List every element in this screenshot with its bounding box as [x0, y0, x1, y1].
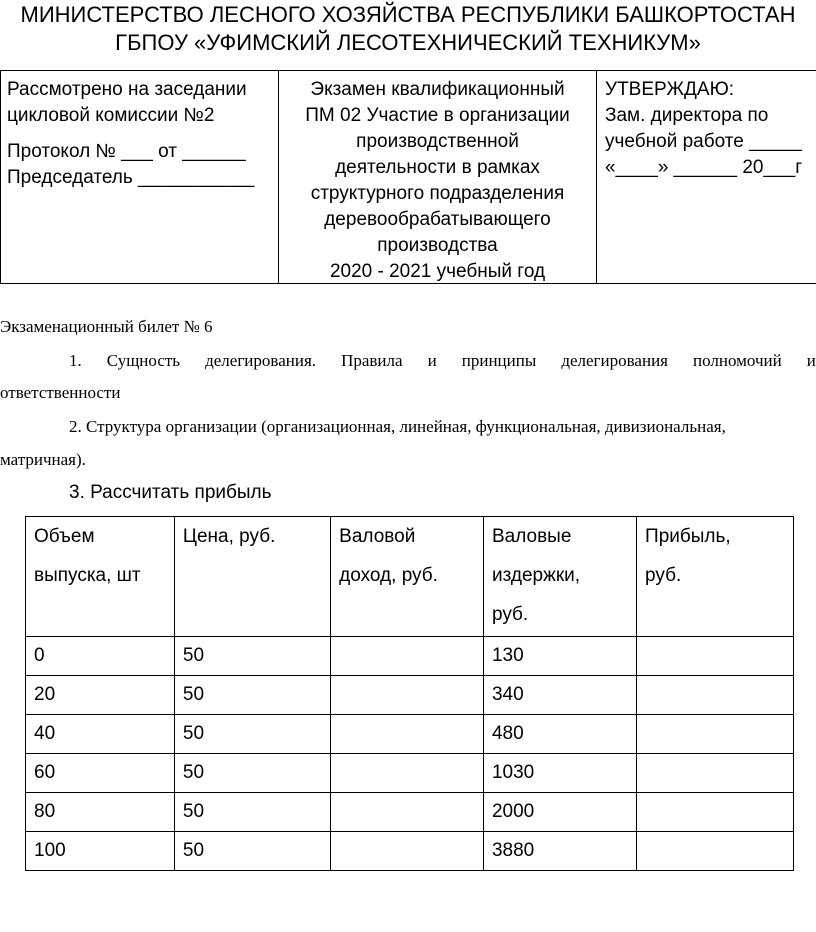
q1-word: и	[427, 351, 437, 370]
approve-date-line: «____» ______ 20___г	[605, 157, 803, 178]
table-row	[26, 715, 794, 754]
cell-price: 50	[174, 832, 330, 871]
question-3: 3. Рассчитать прибыль	[69, 482, 272, 503]
table-row	[26, 832, 794, 871]
table-row	[26, 754, 794, 793]
approve-line-3: учебной работе _____	[605, 131, 802, 152]
question-2-continued: матричная).	[0, 450, 86, 469]
approve-line-2: Зам. директора по	[605, 105, 769, 126]
exam-line-7: производства	[377, 235, 498, 256]
table-row	[26, 637, 794, 676]
cell-profit	[637, 793, 794, 832]
protocol-line: Протокол № ___ от ______	[7, 141, 246, 162]
approve-heading: УТВЕРЖДАЮ:	[605, 79, 735, 100]
col-header-volume: Объем выпуска, шт	[26, 517, 175, 637]
cell-costs: 2000	[483, 793, 636, 832]
cell-price: 50	[174, 793, 330, 832]
cell-revenue	[331, 832, 484, 871]
cell-profit	[637, 676, 794, 715]
cell-revenue	[331, 676, 484, 715]
school-title: ГБПОУ «УФИМСКИЙ ЛЕСОТЕХНИЧЕСКИЙ ТЕХНИКУМ»	[115, 30, 701, 55]
cell-profit	[637, 832, 794, 871]
approve-cell	[596, 71, 816, 283]
commission-line-1: Рассмотрено на заседании	[7, 79, 247, 100]
commission-cell	[0, 71, 278, 283]
cell-volume: 100	[26, 832, 175, 871]
exam-cell	[278, 71, 596, 283]
q1-word: делегирования	[561, 351, 668, 370]
profit-table	[25, 516, 794, 871]
cell-price: 50	[174, 754, 330, 793]
q1-word: принципы	[461, 351, 537, 370]
col-header-profit: Прибыль, руб.	[637, 517, 794, 637]
cell-costs: 1030	[483, 754, 636, 793]
exam-line-4: деятельности в рамках	[335, 157, 540, 178]
cell-revenue	[331, 793, 484, 832]
cell-costs: 340	[483, 676, 636, 715]
q1-word: полномочий	[693, 351, 782, 370]
cell-volume: 60	[26, 754, 175, 793]
table-header-row	[26, 517, 794, 637]
approval-block	[0, 70, 816, 284]
ministry-title: МИНИСТЕРСТВО ЛЕСНОГО ХОЗЯЙСТВА РЕСПУБЛИКИ БАШКОРТОСТАН	[20, 2, 796, 27]
q1-word: и	[806, 351, 816, 370]
table-row	[26, 676, 794, 715]
exam-line-1: Экзамен квалификационный	[310, 79, 565, 100]
cell-profit	[637, 754, 794, 793]
cell-volume: 40	[26, 715, 175, 754]
cell-costs: 480	[483, 715, 636, 754]
q1-word: Правила	[341, 351, 403, 370]
q1-word: делегирования.	[205, 351, 317, 370]
commission-line-2: цикловой комиссии №2	[7, 105, 215, 126]
question-2: 2. Структура организации (организационная, линейная, функциональная, дивизиональная,	[69, 417, 726, 436]
ticket-title: Экзаменационный билет № 6	[0, 317, 213, 336]
col-header-revenue: Валовой доход, руб.	[331, 517, 484, 637]
cell-profit	[637, 715, 794, 754]
cell-revenue	[331, 754, 484, 793]
q1-word: 1.	[69, 351, 82, 370]
cell-volume: 80	[26, 793, 175, 832]
cell-revenue	[331, 715, 484, 754]
cell-volume: 0	[26, 637, 175, 676]
exam-line-2: ПМ 02 Участие в организации	[305, 105, 570, 126]
cell-revenue	[331, 637, 484, 676]
exam-line-3: производственной	[356, 131, 519, 152]
cell-price: 50	[174, 715, 330, 754]
col-header-price: Цена, руб.	[174, 517, 330, 637]
q1-word: Сущность	[106, 351, 181, 370]
exam-line-6: деревообрабатывающего	[324, 209, 551, 230]
cell-price: 50	[174, 676, 330, 715]
cell-price: 50	[174, 637, 330, 676]
table-row	[26, 793, 794, 832]
col-header-costs: Валовые издержки, руб.	[483, 517, 636, 637]
cell-costs: 3880	[483, 832, 636, 871]
cell-volume: 20	[26, 676, 175, 715]
cell-costs: 130	[483, 637, 636, 676]
exam-line-5: структурного подразделения	[310, 183, 565, 204]
chairman-line: Председатель ___________	[7, 167, 255, 188]
question-1-continued: ответственности	[0, 383, 121, 402]
question-1	[69, 350, 816, 372]
cell-profit	[637, 637, 794, 676]
academic-year: 2020 - 2021 учебный год	[329, 261, 546, 282]
